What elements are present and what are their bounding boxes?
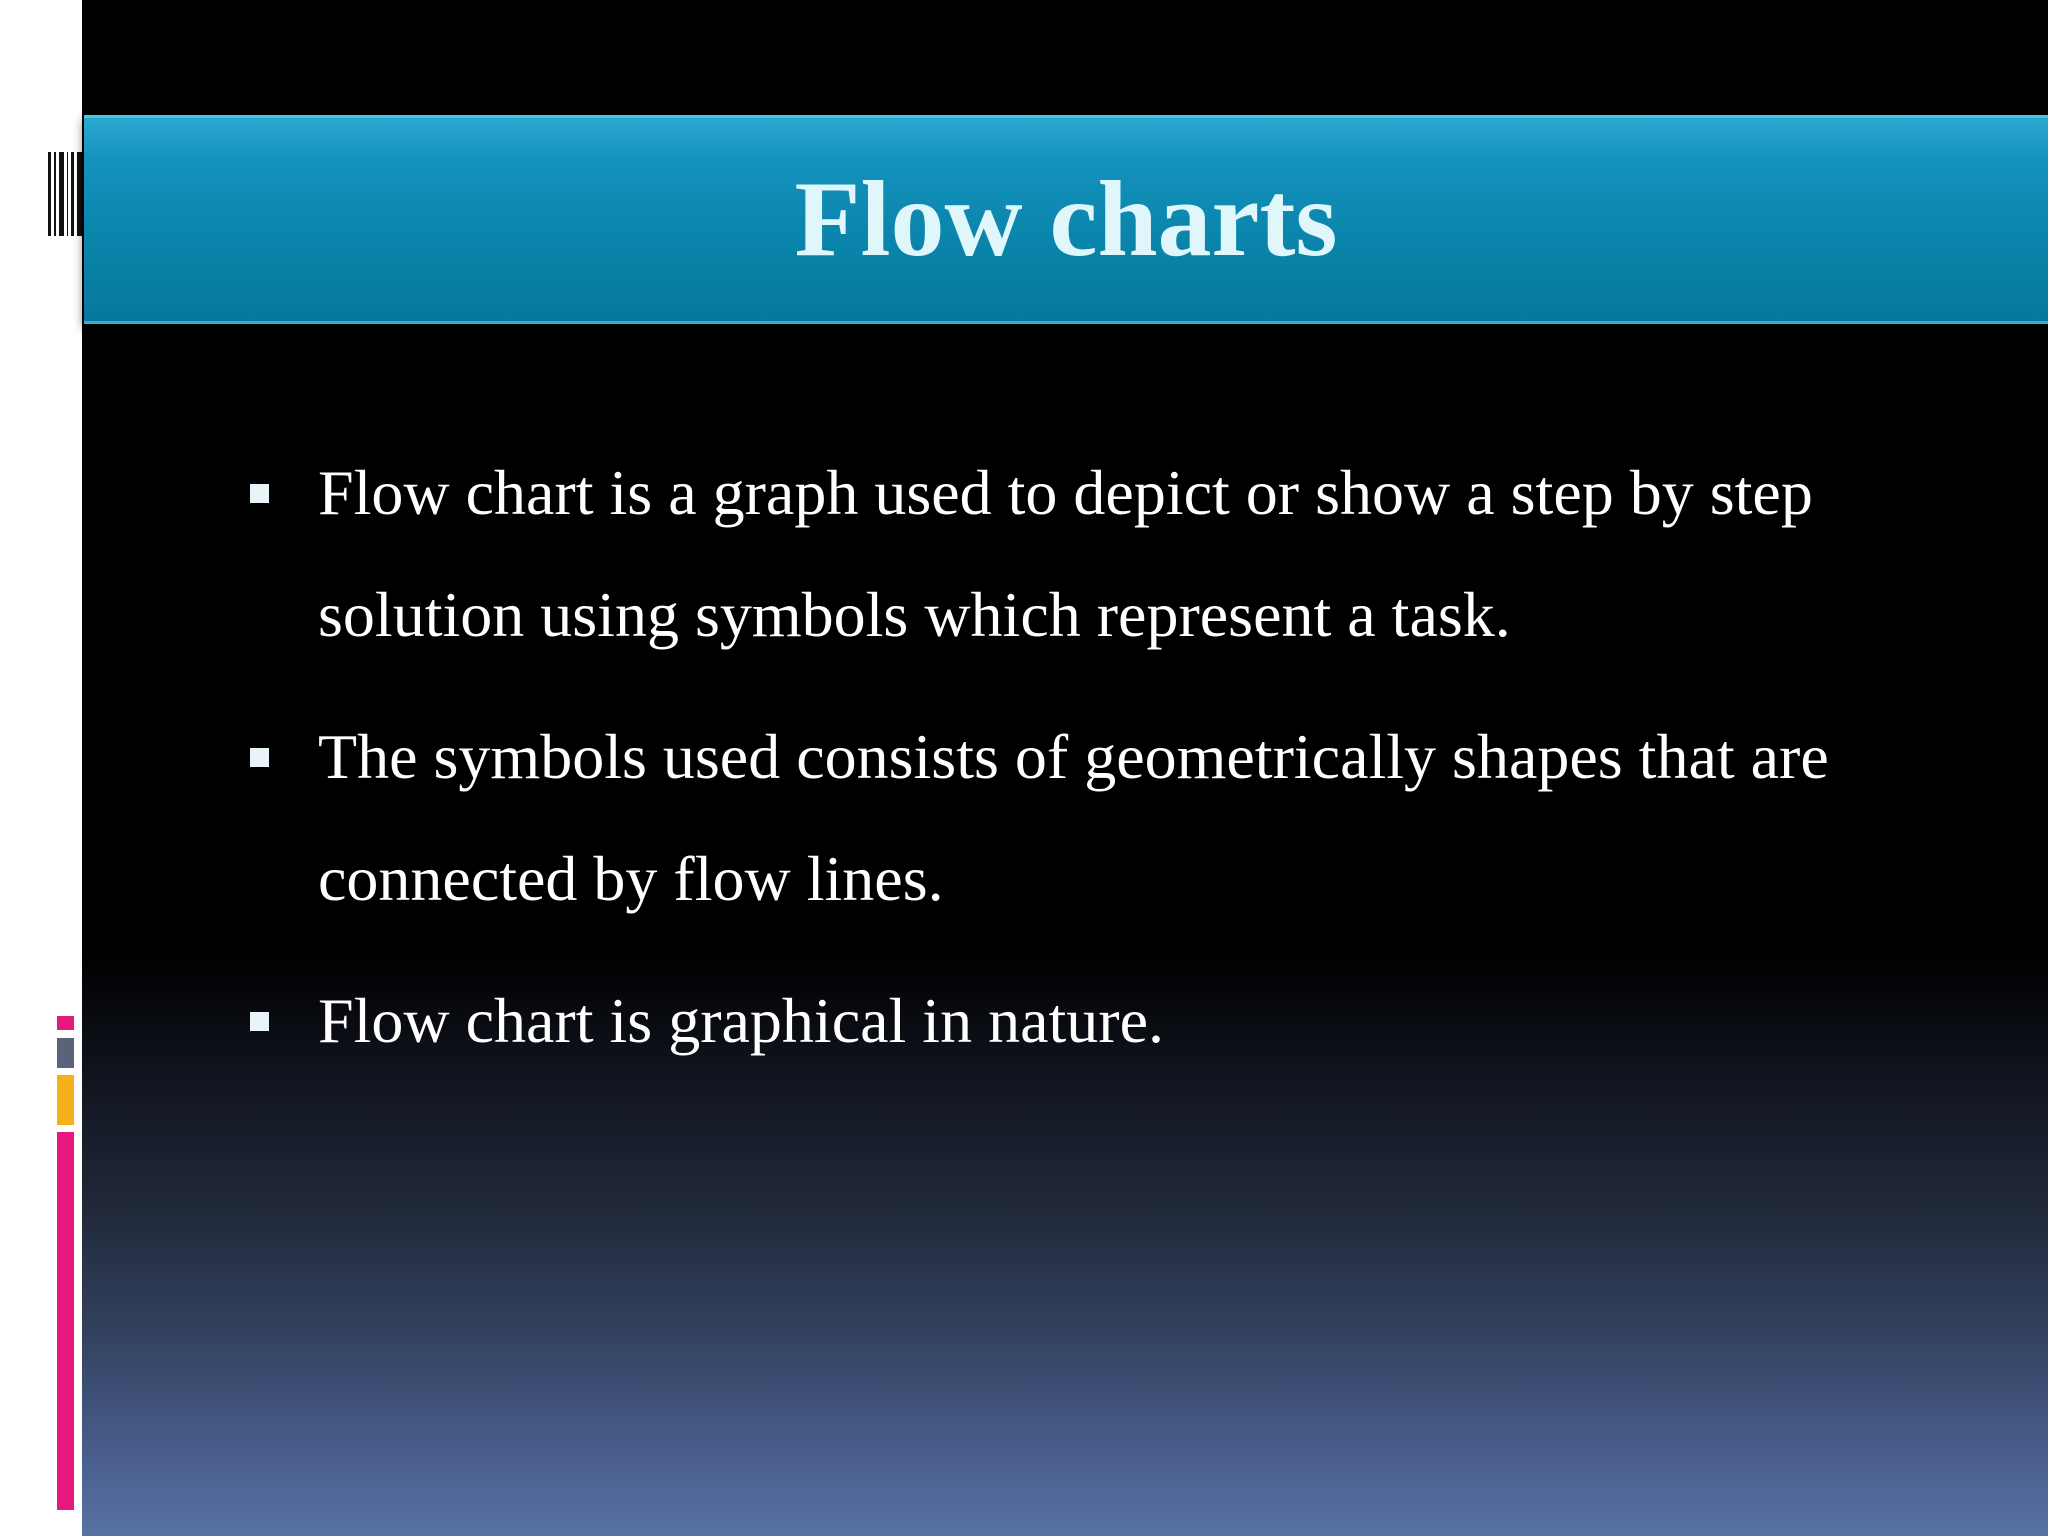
left-margin	[0, 0, 82, 1536]
bullet-text: Flow chart is graphical in nature.	[318, 985, 1164, 1056]
title-band	[84, 115, 2048, 324]
square-bullet-icon	[250, 748, 269, 767]
bullet-item	[242, 696, 1982, 940]
accent-bar-gray	[57, 1038, 74, 1068]
bullet-text: The symbols used consists of geometrically shapes that are connected by flow lines.	[318, 721, 1829, 914]
accent-bar-pink	[57, 1132, 74, 1510]
barcode-decoration	[48, 152, 82, 236]
slide-content	[82, 0, 2048, 1536]
accent-bar-orange	[57, 1075, 74, 1125]
slide-title: Flow charts	[794, 160, 1338, 279]
bullet-item	[242, 432, 1982, 676]
square-bullet-icon	[250, 484, 269, 503]
accent-bar-pink-top	[57, 1016, 74, 1030]
bullet-list	[242, 432, 1982, 1102]
square-bullet-icon	[250, 1012, 269, 1031]
bullet-text: Flow chart is a graph used to depict or show a step by step solution using symbols which represent a task.	[318, 457, 1813, 650]
bullet-item	[242, 960, 1982, 1082]
